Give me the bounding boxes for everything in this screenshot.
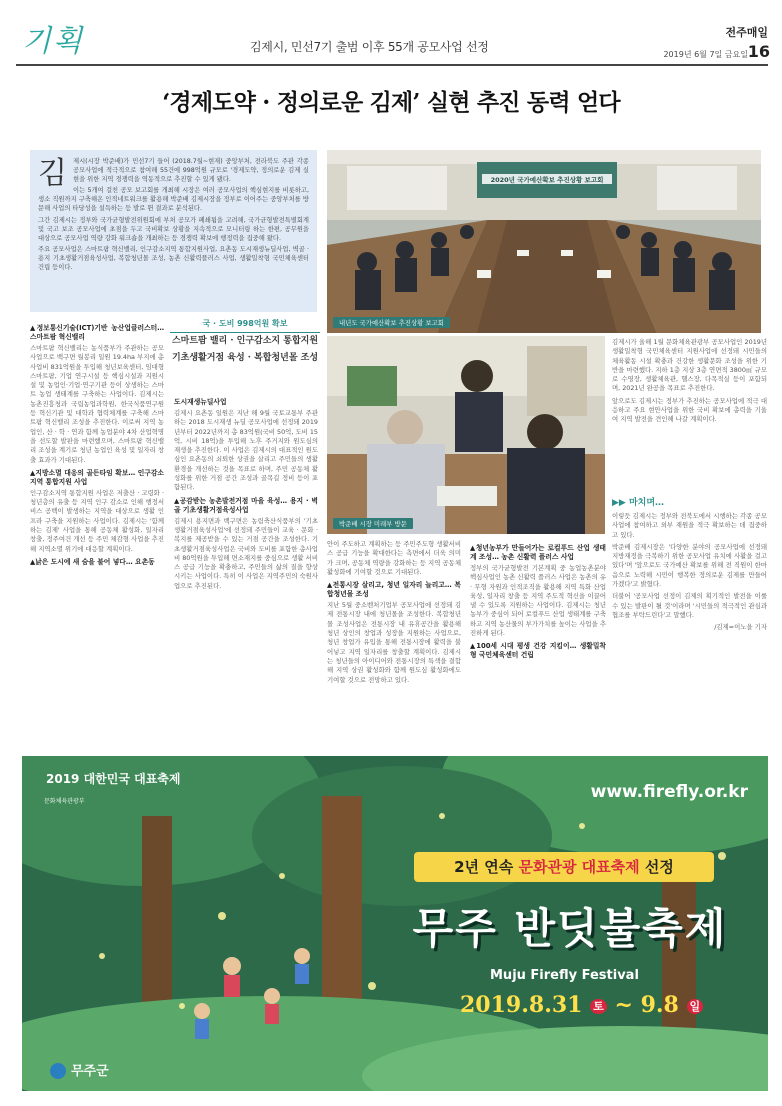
banner-highlight: 문화관광 대표축제: [518, 858, 640, 876]
paragraph: 인구감소지역 통합지원 사업은 저출산 · 고령화 · 청년층의 유출 등 지역 인구 감소로 인해 행정서비스 공백이 발생하는 지역을 대상으로 생활 인프라 구축을 지원하는 사업이다. 김제시는 '함께하는 김제' 사업을 통해 공동체 활성화, 일자리 창출, 정주여건 개선 등 주민 체감형 사업을 추진해 지역소멸 위기에 대응할 계획이다.: [30, 488, 164, 553]
page-header: [0, 0, 782, 70]
festival-url: www.firefly.or.kr: [590, 782, 748, 802]
sponsor-name: 무주군: [71, 1063, 109, 1079]
date-start-day: 토: [590, 999, 607, 1014]
date-end-day: 일: [687, 999, 704, 1014]
paragraph: 스마트팜 혁신밸리는 농식품부가 주관하는 공모사업으로 백구면 월봉리 일원 19.4ha 부지에 총사업비 831억원을 투입해 청년보육센터, 임대형 스마트팜, 기업 연구시설 등 핵심시설과 지원시설 및 농업인·기업·연구기관 등이 상생하는 스마트 농업 생태계를 구축하는 사업이다. 김제시는 농촌진흥청과 국립농업과학원, 한국식품연구원 등 혁신기관 및 대학과 협력체계를 구축해 스마트팜 혁신밸리 조성을 추진한다. 이로써 지역 농업인, 산 · 학 · 연과 함께 농업분야 4차 산업혁명을 선도할 발판을 마련했으며, 스마트팜 혁신밸리 조성을 계기로 청년 농업인 육성 및 일자리 창출 효과가 기대된다.: [30, 344, 164, 464]
header-rule: [16, 64, 768, 66]
banner-post: 선정: [644, 858, 674, 876]
date-separator: ~: [614, 992, 633, 1018]
newspaper-name: 전주매일: [725, 26, 768, 39]
county-seal-icon: [50, 1063, 66, 1079]
paragraph: 정부의 국가균형발전 기본계획 중 농업농촌분야 핵심사업인 농촌 신활력 플러스 사업은 농촌의 유 · 무형 자원과 인적조직을 활용해 지역 특화 산업 육성, 일자리 창출 등 지역 주도적 혁신을 이끌어 낼 수 있도록 지원하는 사업이다. 김제시는 청년농부가 중심이 되어 로컬푸드 산업 생태계를 구축하고 지역 농산물의 부가가치를 높이는 사업을 추진하게 된다.: [470, 564, 606, 638]
subhead: ▲낡은 도시에 새 숨을 불어 넣다… 요촌동: [30, 557, 155, 566]
article-column-4: [470, 540, 606, 750]
festival-dates: [460, 992, 703, 1018]
award-banner: [414, 852, 714, 882]
lead-text: [38, 157, 309, 272]
date-year: 2019.: [460, 992, 529, 1018]
drop-cap: 김: [38, 156, 67, 191]
photo-caption: 박준배 시장 미래부 방문: [333, 518, 413, 529]
photo-caption: 내년도 국가예산확보 추진상황 보고회: [333, 317, 450, 328]
subhead: ▲공감받는 농촌발전거점 마을 육성… 용지 · 벽골 기초생활거점육성사업: [174, 496, 318, 514]
article-column-2: [174, 394, 318, 750]
subhead: ▲청년농부가 만들어가는 로컬푸드 산업 생태계 조성… 농촌 신활력 플러스 사업: [470, 544, 606, 561]
article-column-3: [327, 540, 461, 750]
summary-title: 국 · 도비 998억원 확보: [170, 318, 320, 333]
date-end: 9.8: [640, 992, 679, 1018]
paragraph: 김제시 요촌동 일원은 지난 해 9월 국토교통부 주관하는 2018 도시재생 뉴딜 공모사업에 선정돼 2019년부터 2022년까지 총 83억원(국비 50억, 도비 15억, 시비 18억)을 투입해 노후 주거지와 원도심의 재생을 추진한다. 이 사업은 김제시의 대표적인 원도심인 요촌동의 쇠퇴한 상권을 살리고 주민들의 생활환경을 개선하는 것을 목표로 하며, 주민 공동체 활성화를 위한 거점 공간 조성과 골목길 정비 등이 포함된다.: [174, 409, 318, 492]
paragraph: 앞으로도 김제시는 정부가 추진하는 공모사업에 적극 대응하고 주요 현안사업을 위한 국비 확보에 총력을 기울여 지역 발전을 견인해 나갈 계획이다.: [612, 396, 767, 424]
date-start: 8.31: [528, 992, 583, 1018]
article-column-1: [30, 320, 164, 750]
meeting-banner-text: 2020년 국가예산확보 추진상황 보고회: [490, 176, 604, 184]
page-number: 16: [747, 42, 770, 61]
second-photo: [327, 336, 605, 534]
lead-box: [30, 150, 317, 312]
subhead: ▲100세 시대 평생 건강 지킴이… 생활밀착형 국민체육센터 건립: [470, 642, 606, 660]
header-title: 김제시, 민선7기 출범 이후 55개 공모사업 선정: [250, 40, 489, 54]
lead-paragraph: 그간 김제시는 정부와 국가균형발전위원회에 부처 공모가 폐쇄됨을 고려해, 국가균형발전특별회계 및 국고 보조 공모사업에 초점을 두고 국비확보 상황을 지속적으로 모니터링 하는 한편, 공무원을 대상으로 공모사업 역량 강화 워크숍을 개최하는 등 경쟁력 확보에 행정력을 집중해 왔다.: [38, 216, 309, 242]
lead-paragraph: 제시(시장 박준배)가 민선7기 들어 (2018.7월~현재) 중앙부처, 전라북도 주관 각종 공모사업에 적극적으로 참여해 55건에 998억원 규모로 '경제도약, 정의로운 김제 실현을 위한 지역 경쟁력을 역동적으로 추진할 수 있게 됐다.: [72, 158, 309, 184]
issue-date: 2019년 6월 7일 금요일: [663, 50, 748, 59]
festival-title: 무주 반딧불축제: [412, 904, 728, 953]
paragraph: 박준배 김제시장은 '다양한 분야의 공모사업에 선정돼 지방재정을 극복하기 위한 공모사업 유치에 사활을 걸고 있다'며 '앞으로도 국가예산 확보를 위해 전 직원이 한마음으로 노력해 시민이 행복한 정의로운 김제를 만들어 가겠다'고 밝혔다.: [612, 542, 767, 589]
paragraph: 김제시가 올해 1월 문화체육관광부 공모사업인 2019년 생활밀착형 국민체육센터 지원사업에 선정돼 시민들의 체육활동 시설 확충과 건강한 생활문화 조성을 위한 기반을 마련했다. 지하 1층 지상 3층 연면적 3800㎡ 규모로 수영장, 생활체육관, 헬스장, 다목적실 등이 포함되며, 2021년 완공을 목표로 추진한다.: [612, 338, 767, 393]
section-logo: 기획: [22, 24, 84, 59]
paragraph: 이렇듯 김제시는 정부와 전북도에서 시행하는 각종 공모사업에 참여하고 외부 재원을 적극 확보하는 데 집중하고 있다.: [612, 512, 767, 539]
festival-advertisement: [22, 756, 768, 1091]
summary-line: 스마트팜 밸리 · 인구감소지 통합지원: [171, 336, 319, 346]
closing-label: ▶▶ 마치며…: [612, 498, 665, 508]
ministry-label: 문화체육관광부: [44, 798, 85, 805]
paragraph: 지난 5월 중소벤처기업부 공모사업에 선정돼 김제 전통시장 내에 청년몰을 조성한다. 복합청년몰 조성사업은 전통시장 내 유휴공간을 활용해 청년 상인의 창업과 성장을 지원하는 사업으로, 청년 창업가 유입을 통해 전통시장에 활력을 불어넣고 지역 일자리를 창출할 계획이다. 김제시는 청년들의 아이디어와 전통시장의 특색을 결합해 지역 상권 활성화와 함께 원도심 활성화에도 기여할 것으로 전망하고 있다.: [327, 601, 461, 684]
paragraph: 안이 주도하고 계획하는 등 주민주도형 생활서비스 공급 기능을 확대한다는 측면에서 더욱 의미가 크며, 공동체 역량을 강화하는 등 지역 공동체 활성화에 기여할 것으로 기대된다.: [327, 540, 461, 576]
paragraph: 더불어 '공모사업 선정이 김제의 획기적인 발전을 이룰 수 있는 발판이 될 것'이라며 '시민들의 적극적인 관심과 협조를 부탁드린다'고 말했다.: [612, 592, 767, 619]
subhead: ▲정보통신기술(ICT)기반 농산업클러스터… 스마트팜 혁신밸리: [30, 324, 164, 341]
summary-line: 기초생활거점 육성 · 복합청년몰 조성: [171, 353, 319, 363]
byline: /김제=이노을 기자: [714, 623, 767, 632]
sponsor-logo: [50, 1060, 109, 1080]
banner-pre: 2년 연속: [454, 858, 514, 876]
summary-box: [170, 318, 320, 388]
article-column-5b: [612, 512, 767, 750]
headline: ‘경제도약 · 정의로운 김제’ 실현 추진 동력 얻다: [162, 89, 620, 116]
ad-top-text: 2019 대한민국 대표축제: [46, 772, 181, 786]
lead-paragraph: 이는 5개여 걸친 공모 보고회를 개최해 시장은 여러 공모사업의 핵심현지를 비롯하고, 생소 직원까지 구축해온 인적네트워크를 활용해 박준배 김제시장을 정부로 이어주는 중앙부처를 방문해 사업의 타당성을 설득하는 등 발로 뛴 결과로 분석된다.: [38, 187, 309, 213]
lead-paragraph: 주요 공모사업은 스마트팜 혁신밸리, 인구감소지역 통합지원사업, 요촌동 도시재생뉴딜사업, 벽골 · 용지 기초생활거점육성사업, 복합청년몰 조성, 농촌 신활력플러스 사업, 생활밀착형 국민체육센터 건립 등이다.: [38, 245, 309, 272]
article-column-5: [612, 338, 767, 490]
subhead: ▲전통시장 살리고, 청년 일자리 늘리고… 복합청년몰 조성: [327, 581, 461, 599]
festival-english-title: Muju Firefly Festival: [490, 968, 639, 983]
office-visit-illustration: [327, 336, 605, 534]
main-photo: [327, 150, 761, 333]
meeting-room-illustration: [327, 150, 761, 333]
subhead: 도시재생뉴딜사업: [174, 398, 227, 406]
paragraph: 김제시 용지면과 백구면은 농림축산식품부의 '기초생활거점육성사업'에 선정돼 주민들이 교육 · 문화 · 복지를 제공받을 수 있는 거점 공간을 조성한다. 기초생활거점육성사업은 국비와 도비를 포함한 총사업비 80억원을 투입해 면소재지를 중심으로 생활 서비스 공급 기능을 확충하고, 주민들의 삶의 질을 향상시키는 사업이다. 특히 이 사업은 지역주민의 숙원사업으로 추진된다.: [174, 516, 318, 590]
subhead: ▲지방소멸 대응의 골든타임 확보… 인구감소지역 통합지원 사업: [30, 468, 164, 486]
